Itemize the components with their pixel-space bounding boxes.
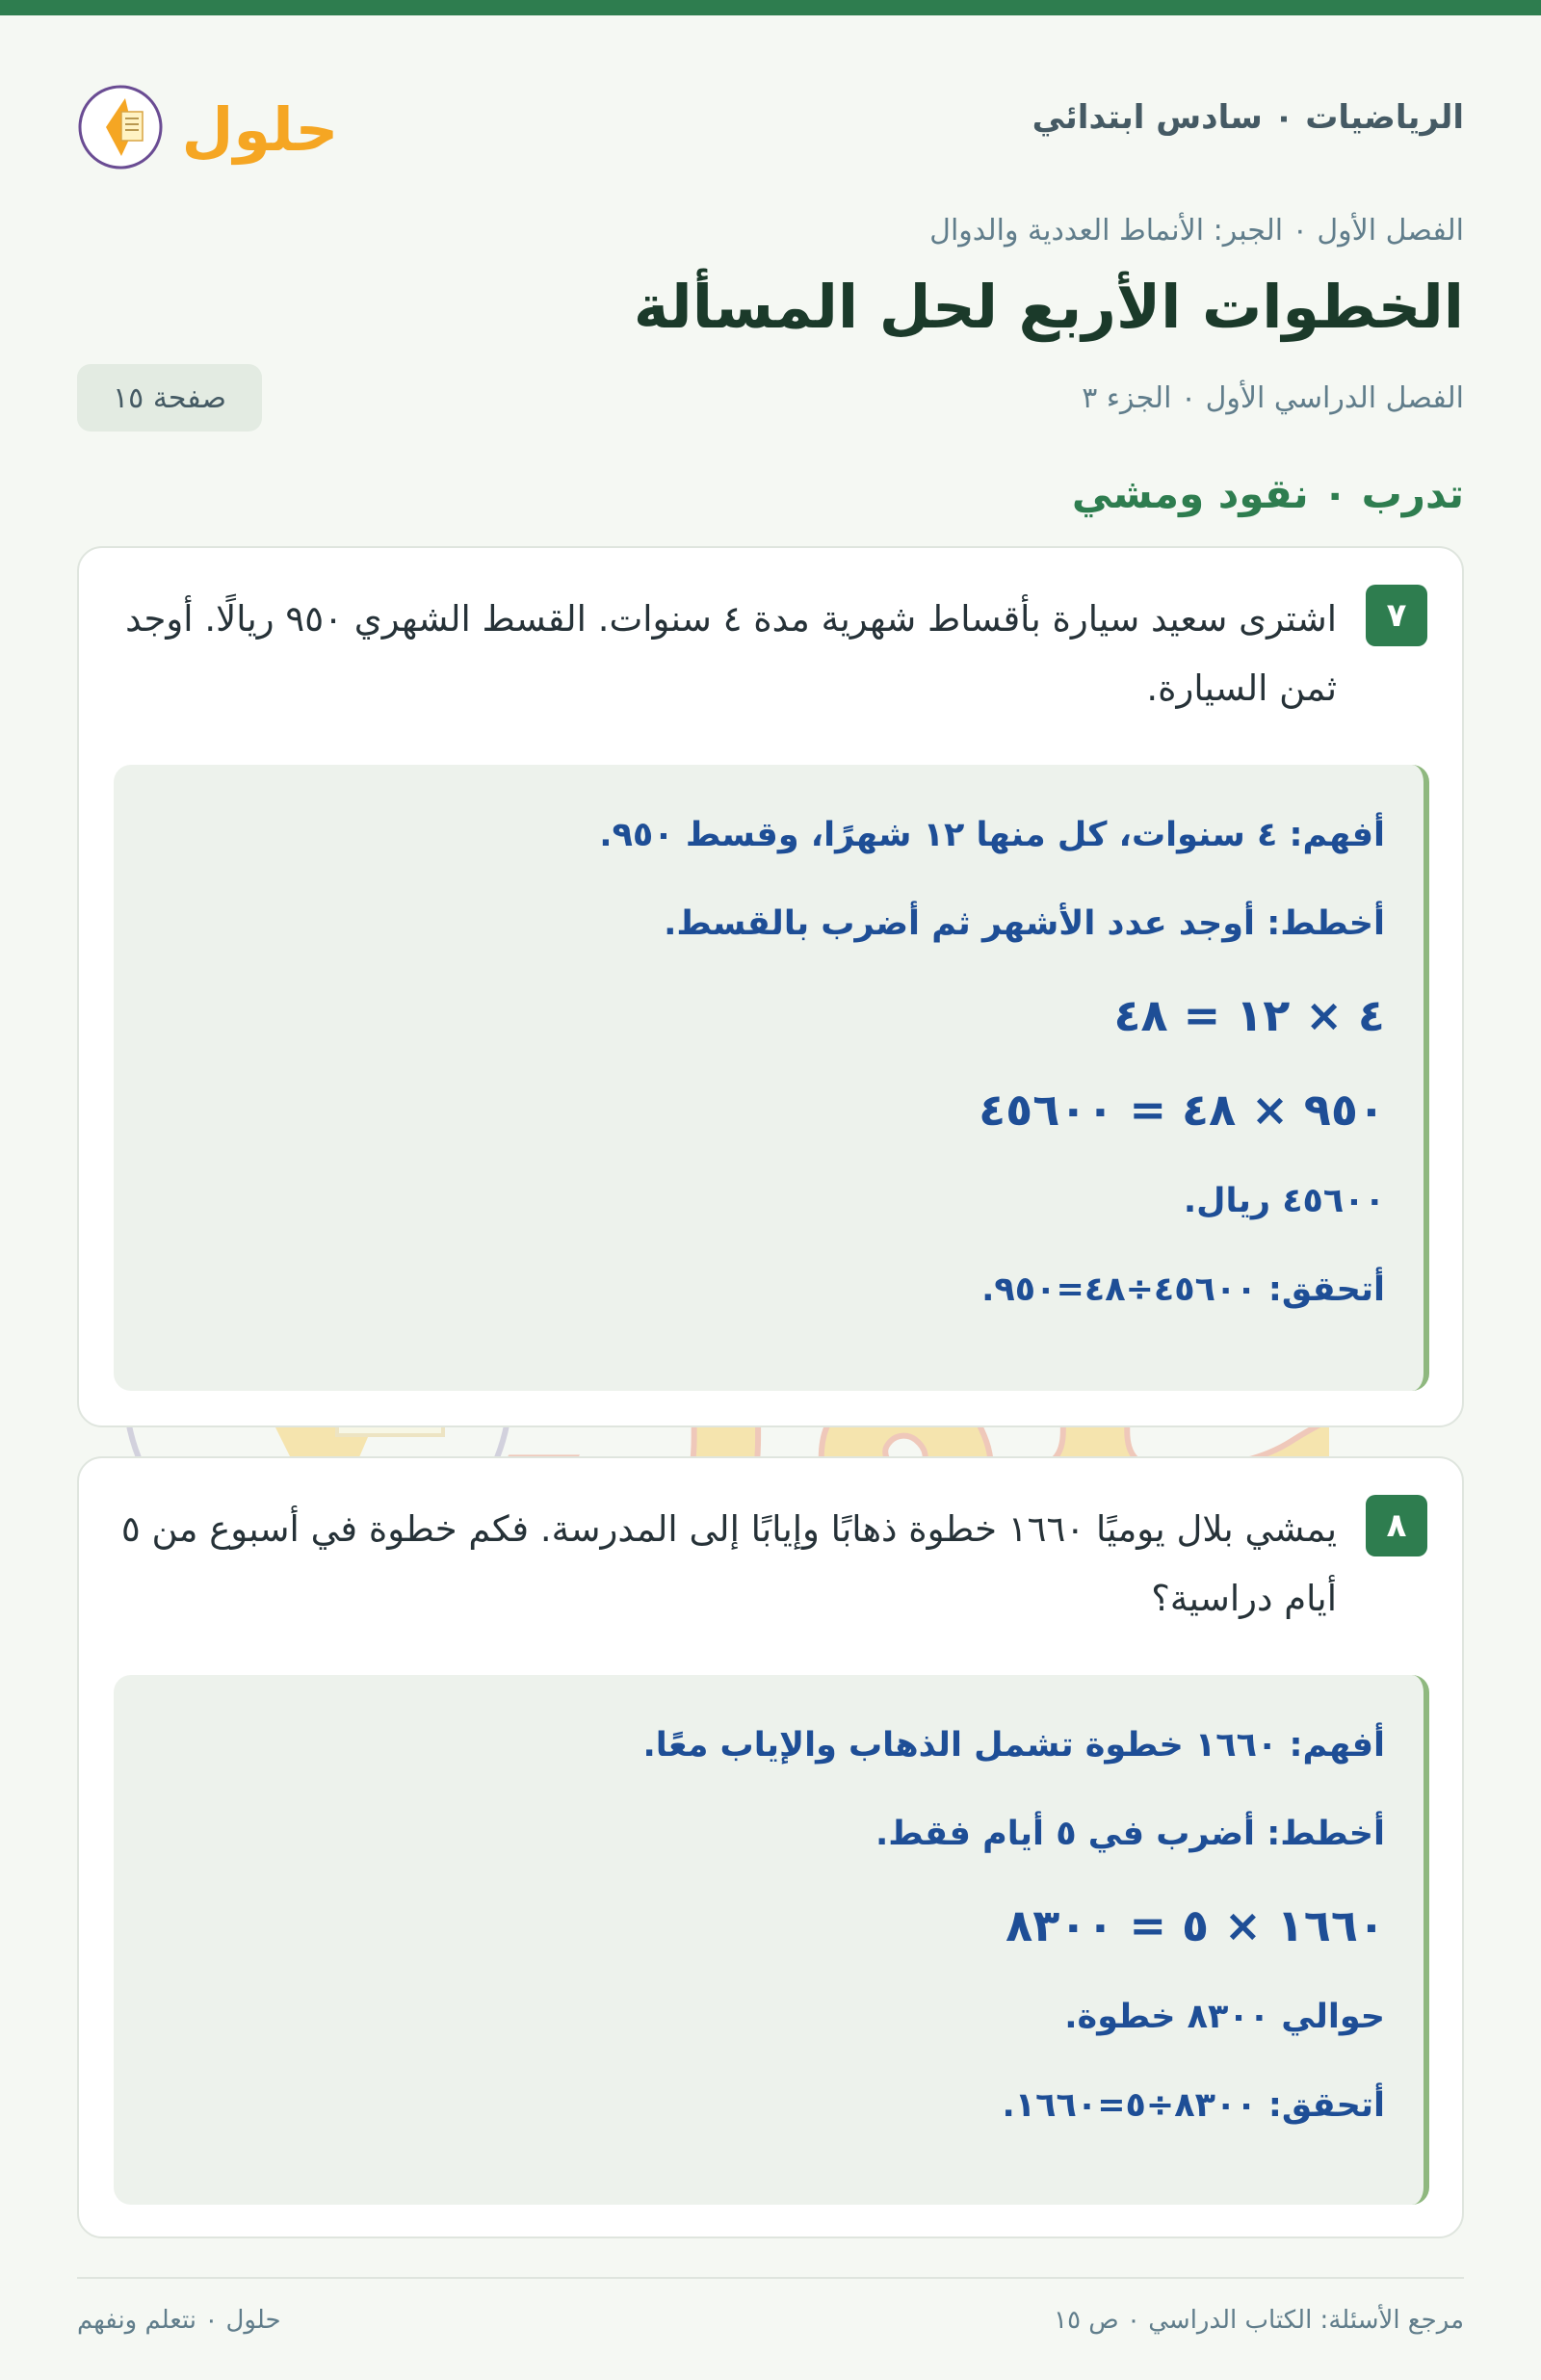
- solution-plan: أخطط: أوجد عدد الأشهر ثم أضرب بالقسط.: [664, 904, 1385, 943]
- page-header: [77, 58, 1464, 183]
- subject-label: الرياضيات ٠ سادس ابتدائي: [1032, 98, 1464, 137]
- chapter-label: الفصل الأول ٠ الجبر: الأنماط العددية والدوال: [929, 214, 1464, 248]
- footer-brand: حلول ٠ نتعلم ونفهم: [77, 2306, 281, 2335]
- top-accent-bar: [0, 0, 1541, 15]
- question-card-8: [77, 1456, 1464, 2238]
- logo-icon: [77, 64, 347, 170]
- question-text: يمشي بلال يوميًا ١٦٦٠ خطوة ذهابًا وإيابًا إلى المدرسة. فكم خطوة في أسبوع من ٥ أيام دراسية؟: [120, 1508, 1337, 1619]
- footer-divider: [77, 2277, 1464, 2279]
- solution-understand: أفهم: ١٦٦٠ خطوة تشمل الذهاب والإياب معًا.: [642, 1726, 1385, 1765]
- question-text: اشترى سعيد سيارة بأقساط شهرية مدة ٤ سنوات. القسط الشهري ٩٥٠ ريالًا. أوجد ثمن السيارة.: [125, 598, 1337, 709]
- solution-answer: حوالي ٨٣٠٠ خطوة.: [1064, 1998, 1385, 2036]
- page-number-badge: صفحة ١٥: [77, 364, 262, 432]
- footer-reference: مرجع الأسئلة: الكتاب الدراسي ٠ ص ١٥: [1054, 2306, 1464, 2335]
- solution-box: [114, 1675, 1429, 2205]
- brand-logo[interactable]: [77, 64, 347, 170]
- solution-equation-1: ١٦٦٠ × ٥ = ٨٣٠٠: [1006, 1899, 1385, 1951]
- solution-answer: ٤٥٦٠٠ ريال.: [1183, 1182, 1385, 1220]
- solution-equation-1: ٤ × ١٢ = ٤٨: [1113, 989, 1385, 1041]
- solution-check: أتحقق: ٤٥٦٠٠÷٤٨=٩٥٠.: [981, 1270, 1385, 1309]
- question-number-badge: ٧: [1366, 585, 1427, 646]
- page-title: الخطوات الأربع لحل المسألة: [633, 272, 1464, 342]
- solution-equation-2: ٩٥٠ × ٤٨ = ٤٥٦٠٠: [979, 1084, 1385, 1136]
- semester-label: الفصل الدراسي الأول ٠ الجزء ٣: [1082, 381, 1464, 415]
- section-title: تدرب ٠ نقود ومشي: [1071, 470, 1464, 517]
- question-number-badge: ٨: [1366, 1495, 1427, 1556]
- solution-understand: أفهم: ٤ سنوات، كل منها ١٢ شهرًا، وقسط ٩٥٠.: [599, 816, 1385, 854]
- logo-wordmark: حلول: [181, 94, 339, 165]
- solution-plan: أخطط: أضرب في ٥ أيام فقط.: [875, 1815, 1385, 1853]
- solution-check: أتحقق: ٨٣٠٠÷٥=١٦٦٠.: [1002, 2086, 1385, 2125]
- solution-box: [114, 765, 1429, 1391]
- question-card-7: [77, 546, 1464, 1427]
